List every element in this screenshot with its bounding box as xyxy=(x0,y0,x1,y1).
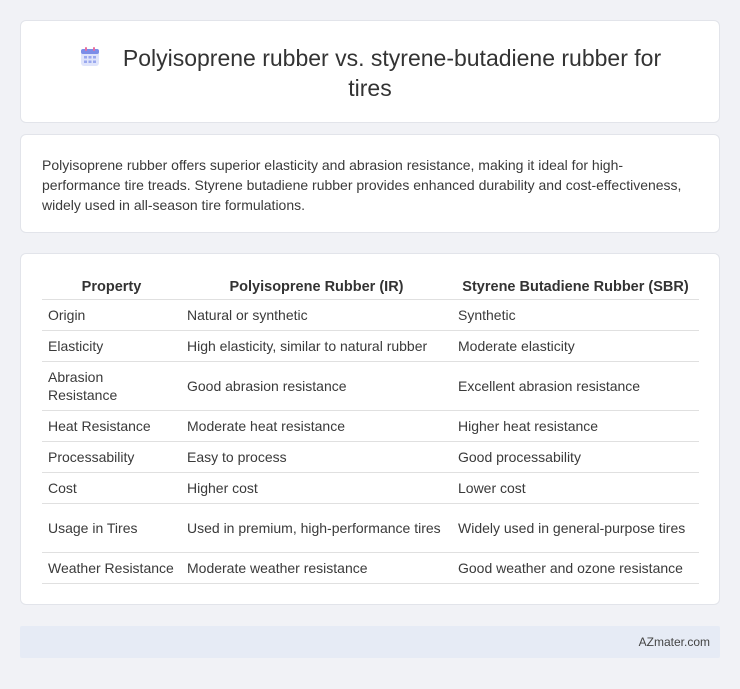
property-cell: Abrasion Resistance xyxy=(42,361,181,410)
ir-cell: Moderate heat resistance xyxy=(181,410,452,441)
property-cell: Usage in Tires xyxy=(42,503,181,552)
sbr-cell: Excellent abrasion resistance xyxy=(452,361,699,410)
calendar-icon xyxy=(79,46,101,68)
sbr-cell: Synthetic xyxy=(452,299,699,330)
sbr-cell: Lower cost xyxy=(452,472,699,503)
comparison-table-card xyxy=(20,253,720,605)
ir-cell: Moderate weather resistance xyxy=(181,552,452,583)
header-sbr: Styrene Butadiene Rubber (SBR) xyxy=(452,274,699,299)
title-card xyxy=(20,20,720,123)
ir-cell: Higher cost xyxy=(181,472,452,503)
title-wrap xyxy=(21,43,719,103)
property-cell: Cost xyxy=(42,472,181,503)
sbr-cell: Widely used in general-purpose tires xyxy=(452,503,699,552)
header-property: Property xyxy=(42,274,181,299)
property-cell: Processability xyxy=(42,441,181,472)
comparison-table xyxy=(42,274,699,584)
ir-cell: Natural or synthetic xyxy=(181,299,452,330)
header-polyisoprene: Polyisoprene Rubber (IR) xyxy=(181,274,452,299)
footer-brand[interactable]: AZmater.com xyxy=(638,635,710,649)
table-row xyxy=(42,299,699,330)
description-text: Polyisoprene rubber offers superior elasticity and abrasion resistance, making it ideal for high-performance tire treads. Styrene butadiene rubber provides enhanced durability and cost-effectiveness, widely used in all-season tire formulations. xyxy=(42,157,682,213)
sbr-cell: Good weather and ozone resistance xyxy=(452,552,699,583)
sbr-cell: Good processability xyxy=(452,441,699,472)
property-cell: Elasticity xyxy=(42,330,181,361)
table-row xyxy=(42,441,699,472)
footer-bar xyxy=(20,626,720,658)
table-row xyxy=(42,552,699,583)
sbr-cell: Higher heat resistance xyxy=(452,410,699,441)
property-cell: Weather Resistance xyxy=(42,552,181,583)
table-row xyxy=(42,472,699,503)
property-cell: Origin xyxy=(42,299,181,330)
table-header-row xyxy=(42,274,699,299)
ir-cell: Used in premium, high-performance tires xyxy=(181,503,452,552)
sbr-cell: Moderate elasticity xyxy=(452,330,699,361)
table-row xyxy=(42,503,699,552)
description-card xyxy=(20,134,720,233)
table-row xyxy=(42,330,699,361)
ir-cell: Good abrasion resistance xyxy=(181,361,452,410)
ir-cell: Easy to process xyxy=(181,441,452,472)
property-cell: Heat Resistance xyxy=(42,410,181,441)
table-row xyxy=(42,361,699,410)
page-title: Polyisoprene rubber vs. styrene-butadiene rubber for tires xyxy=(122,45,662,101)
ir-cell: High elasticity, similar to natural rubber xyxy=(181,330,452,361)
table-row xyxy=(42,410,699,441)
